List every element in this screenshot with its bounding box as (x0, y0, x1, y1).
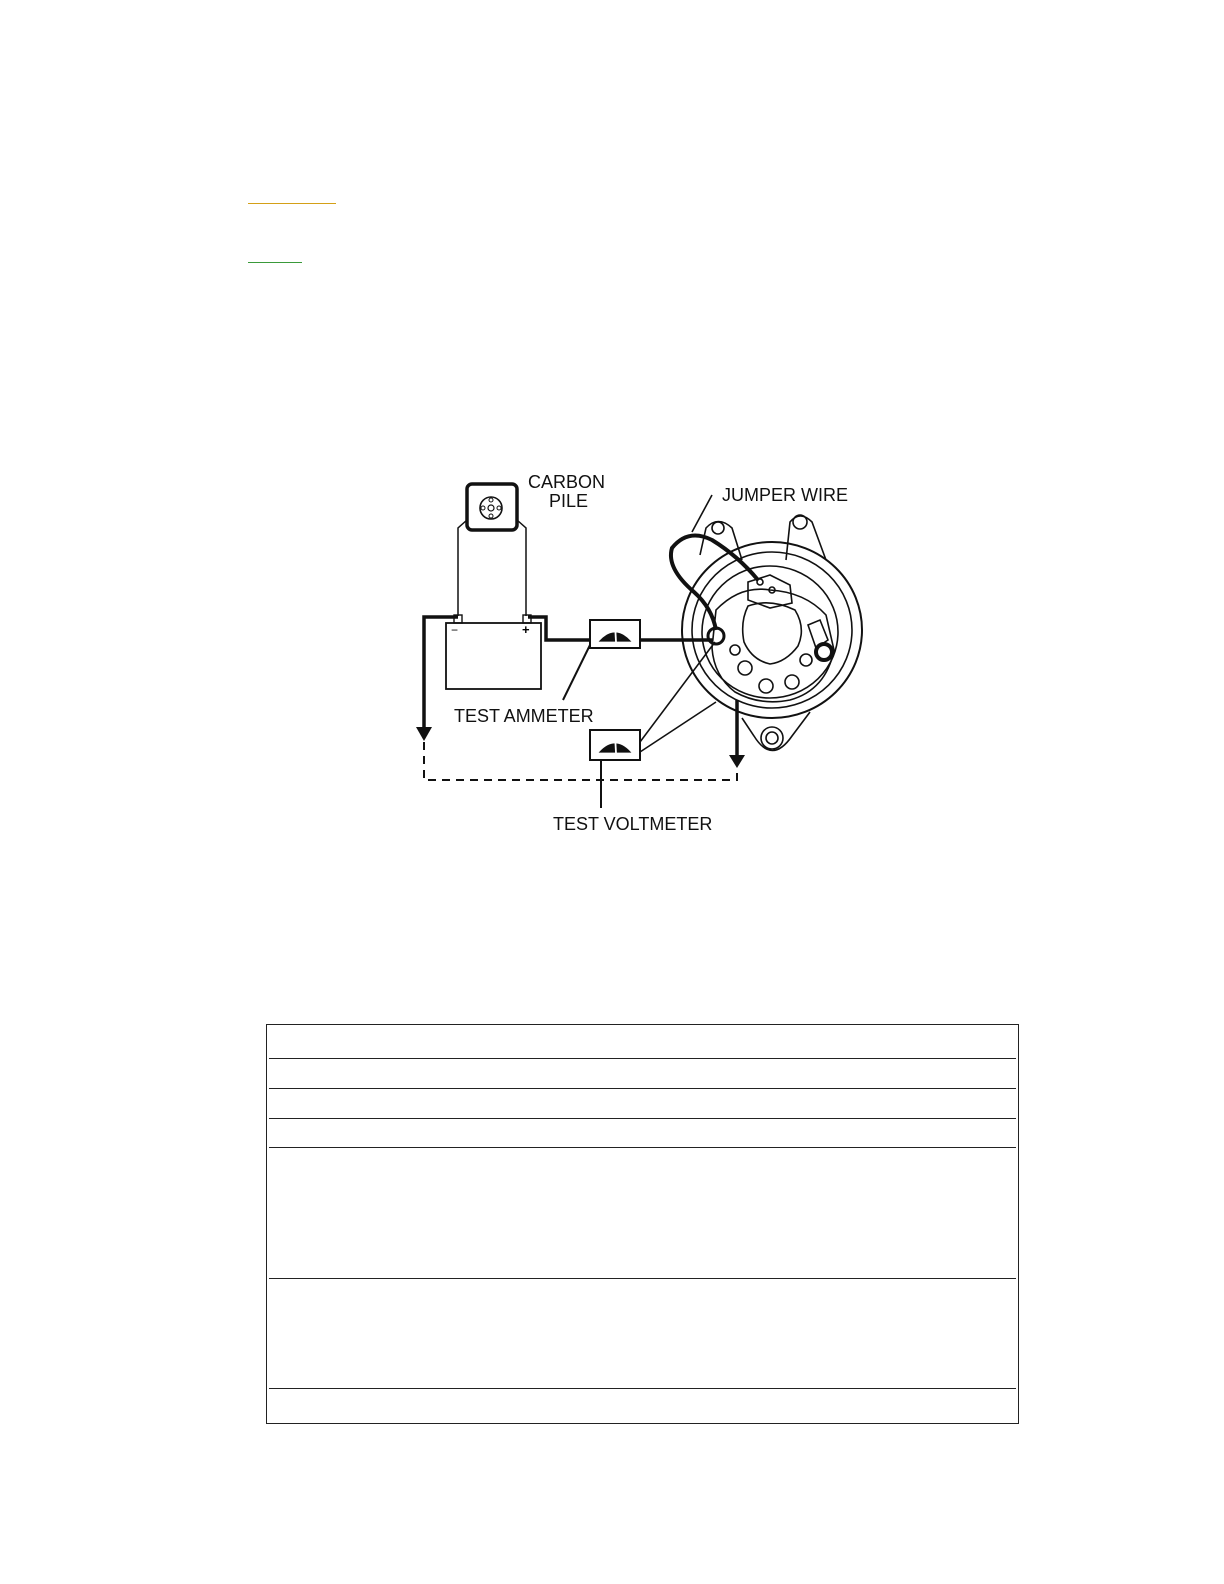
carbon-pile-label-line2: PILE (549, 491, 589, 511)
table-row (269, 1089, 1016, 1119)
table-row (269, 1119, 1016, 1148)
battery-negative-terminal: − (451, 623, 459, 637)
voltmeter-leads (640, 642, 716, 752)
battery-positive-terminal: + (522, 622, 530, 637)
dashed-ground-lead (424, 742, 737, 780)
table-row (269, 1148, 1016, 1279)
alternator (682, 515, 862, 751)
table-row (269, 1279, 1016, 1389)
table-row (269, 1059, 1016, 1089)
table-row (269, 1025, 1016, 1059)
test-ammeter-label: TEST AMMETER (454, 706, 594, 726)
ground-arrow-alternator (729, 755, 745, 768)
green-link-underline[interactable] (248, 262, 302, 263)
test-voltmeter-label: TEST VOLTMETER (553, 814, 713, 834)
test-ammeter (590, 620, 640, 648)
carbon-pile (458, 484, 526, 616)
ground-arrow-battery (416, 727, 432, 741)
heavy-wiring (424, 617, 737, 756)
ammeter-leader-line (563, 645, 590, 700)
jumper-wire-leader-line (692, 495, 712, 532)
alternator-test-diagram (400, 460, 870, 850)
jumper-wire-label: JUMPER WIRE (722, 485, 848, 505)
specification-table (266, 1024, 1019, 1424)
orange-link-underline[interactable] (248, 203, 336, 204)
test-voltmeter (590, 730, 640, 760)
carbon-pile-label-line1: CARBON (528, 472, 606, 492)
